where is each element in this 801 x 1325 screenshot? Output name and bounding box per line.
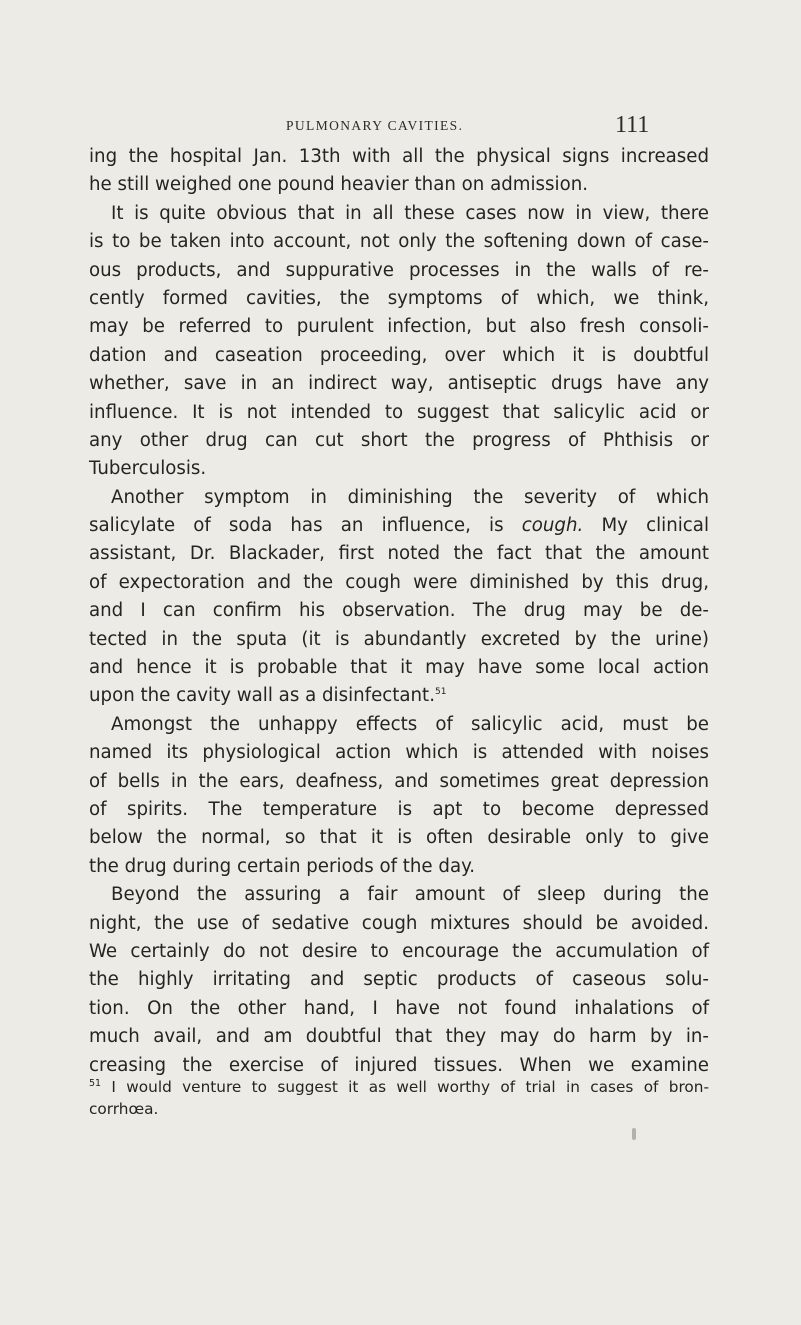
text-line: of expectoration and the cough were diminished by this drug, <box>89 571 709 593</box>
body-text <box>89 143 709 1080</box>
footnote-number: 51 <box>89 1077 102 1089</box>
text-line: and I can confirm his observation. The drug may be de- <box>89 600 709 622</box>
text-line: may be referred to purulent infection, but also fresh consoli- <box>89 316 709 338</box>
footnote-text: I would venture to suggest it as well worthy of trial in cases of bron- <box>101 1078 709 1096</box>
text-line <box>89 512 709 540</box>
text-line: Tuberculosis. <box>89 458 207 480</box>
text-line: and hence it is probable that it may have some local action <box>89 657 709 679</box>
text-run: My clinical <box>583 515 709 537</box>
text-line: any other drug can cut short the progress of Phthisis or <box>89 429 709 451</box>
text-line: night, the use of sedative cough mixtures should be avoided. <box>89 912 709 934</box>
text-line: Amongst the unhappy effects of salicylic acid, must be <box>111 713 709 735</box>
page-number: 111 <box>615 112 650 138</box>
text-line: named its physiological action which is attended with noises <box>89 742 709 764</box>
text-line <box>89 682 709 710</box>
text-line: tected in the sputa (it is abundantly excreted by the urine) <box>89 628 709 650</box>
text-line: dation and caseation proceeding, over which it is doubtful <box>89 344 709 366</box>
text-line: It is quite obvious that in all these cases now in view, there <box>111 202 709 224</box>
text-line: the highly irritating and septic products of caseous solu- <box>89 969 709 991</box>
text-line: Beyond the assuring a fair amount of sleep during the <box>111 884 709 906</box>
footnote-reference: 51 <box>434 687 447 698</box>
text-line: he still weighed one pound heavier than on admission. <box>89 174 589 196</box>
footnote-line: corrhœa. <box>89 1100 159 1118</box>
text-line: We certainly do not desire to encourage the accumulation of <box>89 940 709 962</box>
text-line: influence. It is not intended to suggest that salicylic acid or <box>89 401 709 423</box>
text-line: the drug during certain periods of the day. <box>89 855 476 877</box>
text-line: tion. On the other hand, I have not found inhalations of <box>89 997 709 1019</box>
ink-smudge <box>632 1128 636 1140</box>
running-head <box>0 112 801 142</box>
running-title: PULMONARY CAVITIES. <box>286 118 464 133</box>
text-line: of spirits. The temperature is apt to become depressed <box>89 798 709 820</box>
emphasis-cough: cough. <box>521 515 584 537</box>
footnote <box>89 1076 709 1120</box>
text-run: upon the cavity wall as a disinfectant. <box>89 685 435 707</box>
text-line: ous products, and suppurative processes in the walls of re- <box>89 259 709 281</box>
text-line: below the normal, so that it is often desirable only to give <box>89 827 709 849</box>
text-line: much avail, and am doubtful that they may do harm by in- <box>89 1026 709 1048</box>
text-line: whether, save in an indirect way, antiseptic drugs have any <box>89 373 709 395</box>
text-line: creasing the exercise of injured tissues. When we examine <box>89 1054 709 1076</box>
text-line: cently formed cavities, the symptoms of which, we think, <box>89 287 709 309</box>
text-line: is to be taken into account, not only the softening down of case- <box>89 231 709 253</box>
text-line: Another symptom in diminishing the severity of which <box>111 486 709 508</box>
text-line: assistant, Dr. Blackader, first noted the fact that the amount <box>89 543 709 565</box>
footnote-line <box>89 1076 709 1098</box>
text-line: of bells in the ears, deafness, and sometimes great depression <box>89 770 709 792</box>
text-run: salicylate of soda has an influence, is <box>89 515 522 537</box>
text-line: ing the hospital Jan. 13th with all the physical signs increased <box>89 146 709 167</box>
